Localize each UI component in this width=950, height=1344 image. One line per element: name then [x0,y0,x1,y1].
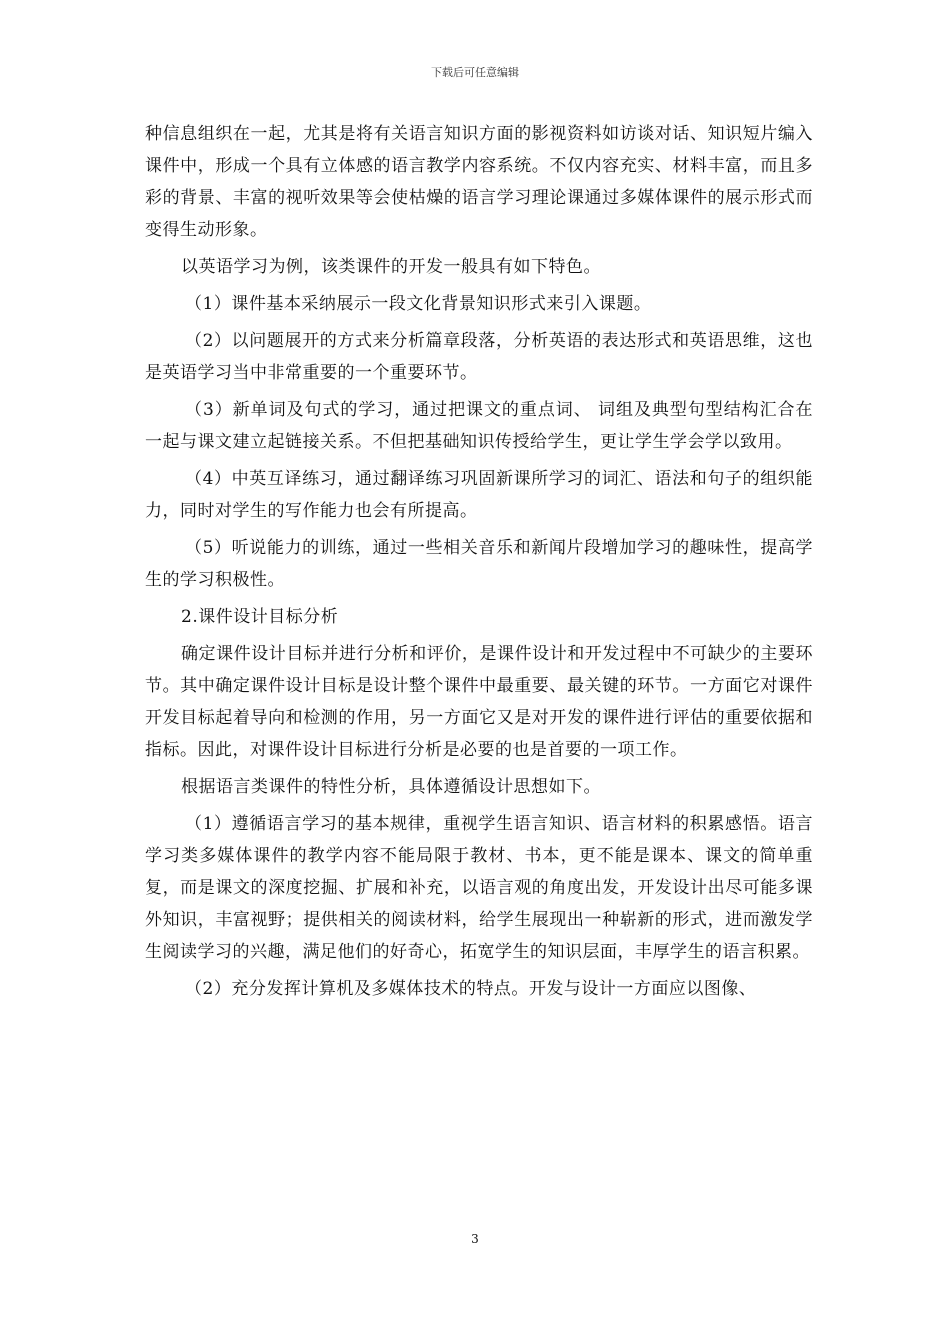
list-item: （1）课件基本采纳展示一段文化背景知识形式来引入课题。 [185,294,652,314]
paragraph: 确定课件设计目标并进行分析和评价，是课件设计和开发过程中不可缺少的主要环节。其中确定课件设计目标是设计整个课件中最重要、最关键的环节。一方面它对课件开发目标起着导向和检测的作用，另一方面它又是对开发的课件进行评估的重要依据和指标。因此，对课件设计目标进行分析是必要的也是首要的一项工作。 [145,644,813,760]
list-item: （4）中英互译练习，通过翻译练习巩固新课所学习的词汇、语法和句子的组织能力，同时对学生的写作能力也会有所提高。 [145,469,813,521]
paragraph: 根据语言类课件的特性分析，具体遵循设计思想如下。 [181,777,601,797]
list-item: （2）以问题展开的方式来分析篇章段落，分析英语的表达形式和英语思维，这也是英语学习当中非常重要的一个重要环节。 [145,331,813,383]
page-number: 3 [471,1232,479,1246]
list-item: （5）听说能力的训练，通过一些相关音乐和新闻片段增加学习的趣味性，提高学生的学习积极性。 [145,538,813,590]
page-header: 下载后可任意编辑 [431,66,519,79]
list-item: （1）遵循语言学习的基本规律，重视学生语言知识、语言材料的积累感悟。语言学习类多媒体课件的教学内容不能局限于教材、书本，更不能是课本、课文的简单重复，而是课文的深度挖掘、扩展和补充，以语言观的角度出发，开发设计出尽可能多课外知识，丰富视野；提供相关的阅读材料，给学生展现出一种崭新的形式，进而激发学生阅读学习的兴趣，满足他们的好奇心，拓宽学生的知识层面，丰厚学生的语言积累。 [145,814,813,962]
paragraph-intro: 以英语学习为例，该类课件的开发一般具有如下特色。 [181,257,601,277]
section-heading: 2.课件设计目标分析 [181,607,339,627]
list-item: （3）新单词及句式的学习，通过把课文的重点词、 词组及典型句型结构汇合在一起与课文建立起链接关系。不但把基础知识传授给学生，更让学生学会学以致用。 [145,400,813,452]
list-item: （2）充分发挥计算机及多媒体技术的特点。开发与设计一方面应以图像、 [185,979,757,999]
paragraph-continuation: 种信息组织在一起，尤其是将有关语言知识方面的影视资料如访谈对话、知识短片编入课件中，形成一个具有立体感的语言教学内容系统。不仅内容充实、材料丰富，而且多彩的背景、丰富的视听效果等会使枯燥的语言学习理论课通过多媒体课件的展示形式而变得生动形象。 [145,124,813,240]
document-body [145,118,813,1010]
